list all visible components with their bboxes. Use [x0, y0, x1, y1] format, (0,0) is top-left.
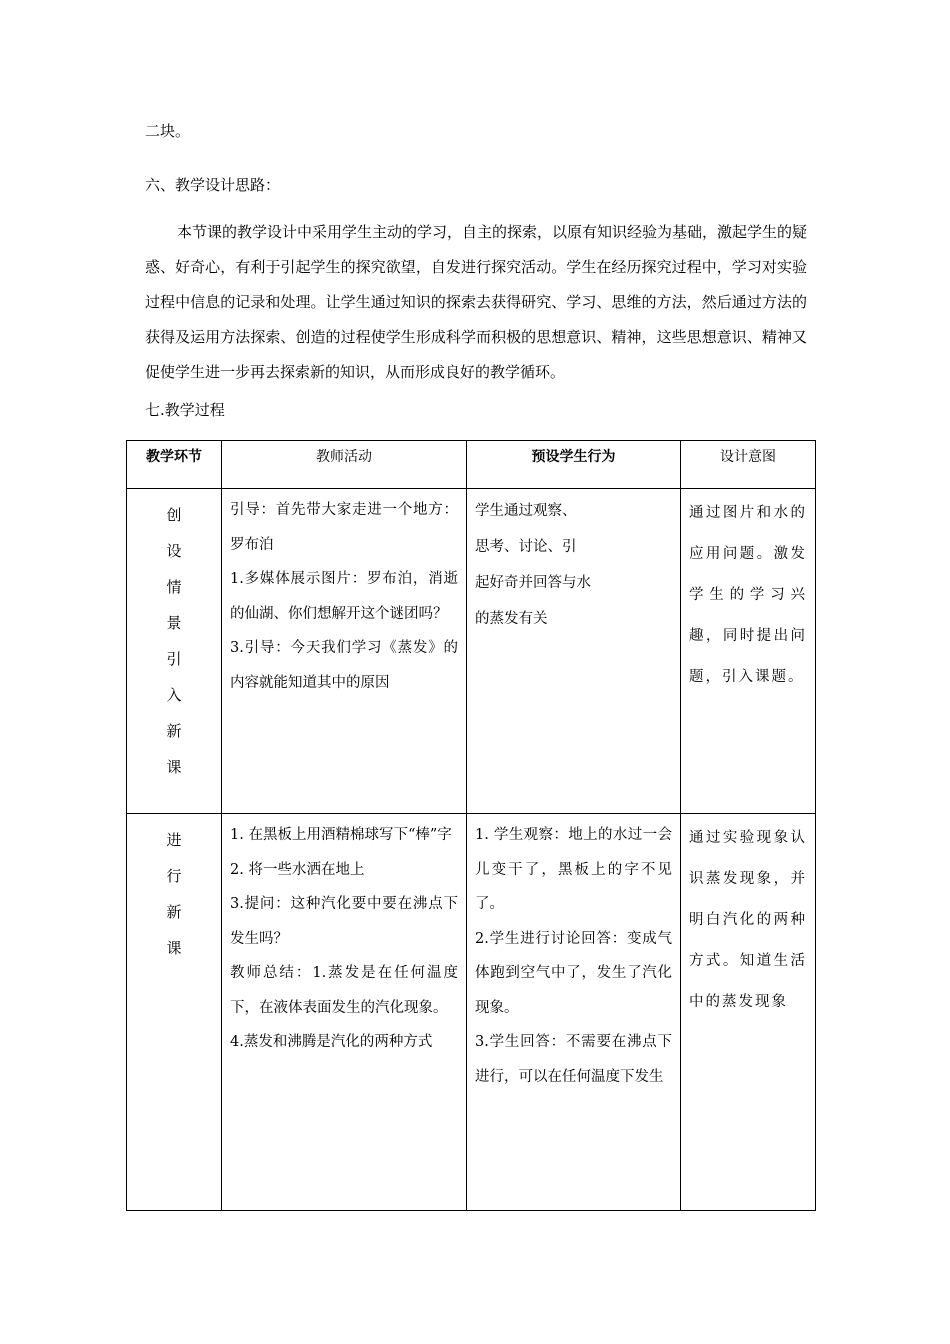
header-stage: 教学环节 [127, 441, 222, 489]
table-row [127, 814, 816, 1211]
student-behavior-cell [467, 489, 681, 814]
teacher-activity-cell [222, 489, 467, 814]
stage-char: 引 [166, 650, 182, 668]
teacher-activity-cell [222, 814, 467, 1211]
design-intent-cell [681, 814, 816, 1211]
teacher-activity-item: 2. 将一些水洒在地上 [230, 861, 365, 878]
header-student-behavior: 预设学生行为 [467, 441, 681, 489]
design-intent-cell [681, 489, 816, 814]
student-behavior-item: 思考、讨论、引 [475, 539, 577, 555]
student-behavior-item: 学生通过观察、 [475, 503, 577, 519]
design-intent-text: 通过图片和水的应用问题。激发学生的学习兴趣，同时提出问题，引入课题。 [689, 505, 807, 685]
student-behavior-item: 的蒸发有关 [475, 611, 548, 627]
stage-cell [127, 489, 222, 814]
teacher-activity-item: 引导：首先带大家走进一个地方：罗布泊 [230, 502, 458, 553]
table-row [127, 489, 816, 814]
header-design-intent: 设计意图 [681, 441, 816, 489]
stage-char: 课 [166, 939, 182, 957]
stage-char: 设 [166, 542, 182, 560]
stage-char: 景 [166, 614, 182, 632]
student-behavior-item: 起好奇并回答与水 [475, 575, 591, 591]
stage-char: 课 [166, 758, 182, 776]
section-6-paragraph: 本节课的教学设计中采用学生主动的学习，自主的探索，以原有知识经验为基础，激起学生的疑惑、好奇心，有利于引起学生的探究欲望，自发进行探究活动。学生在经历探究过程中，学习对实验过程中信息的记录和处理。让学生通过知识的探索去获得研究、学习、思维的方法，然后通过方法的获得及运用方法探索、创造的过程使学生形成科学而积极的思想意识、精神，这些思想意识、精神又促使学生进一步再去探索新的知识，从而形成良好的教学循环。 [145, 223, 808, 381]
header-teacher-activity: 教师活动 [222, 441, 467, 489]
teacher-activity-item: 1. 在黑板上用酒精棉球写下“棒”字 [230, 827, 452, 843]
teacher-activity-item: 1.多媒体展示图片：罗布泊，消逝的仙湖、你们想解开这个谜团吗？ [230, 571, 458, 622]
stage-char: 进 [166, 831, 182, 849]
teacher-activity-item: 教师总结：1.蒸发是在任何温度下，在液体表面发生的汽化现象。 [230, 965, 458, 1016]
teacher-activity-item: 4.蒸发和沸腾是汽化的两种方式 [230, 1034, 433, 1050]
student-behavior-cell [467, 814, 681, 1211]
student-behavior-item: 2.学生进行讨论回答：变成气体跑到空气中了，发生了汽化现象。 [475, 930, 672, 1016]
section-7-heading: 七.教学过程 [145, 401, 225, 419]
teaching-process-table [126, 440, 816, 1211]
stage-char: 新 [166, 903, 182, 921]
stage-char: 情 [166, 578, 182, 596]
teacher-activity-item: 3.提问：这种汽化要中要在沸点下发生吗？ [230, 896, 458, 947]
continuation-text: 二块。 [145, 122, 191, 140]
design-intent-text: 通过实验现象认识蒸发现象，并明白汽化的两种方式。知道生活中的蒸发现象 [689, 830, 807, 1010]
stage-cell [127, 814, 222, 1211]
stage-char: 新 [166, 722, 182, 740]
table-header-row [127, 441, 816, 489]
stage-char: 创 [166, 506, 182, 524]
teacher-activity-item: 3.引导：今天我们学习《蒸发》的内容就能知道其中的原因 [230, 640, 458, 691]
stage-char: 入 [166, 686, 182, 704]
stage-char: 行 [166, 867, 182, 885]
student-behavior-item: 3.学生回答：不需要在沸点下进行，可以在任何温度下发生 [475, 1034, 672, 1085]
section-6-heading: 六、教学设计思路： [145, 176, 281, 194]
student-behavior-item: 1. 学生观察：地上的水过一会儿变干了，黑板上的字不见了。 [475, 827, 672, 912]
